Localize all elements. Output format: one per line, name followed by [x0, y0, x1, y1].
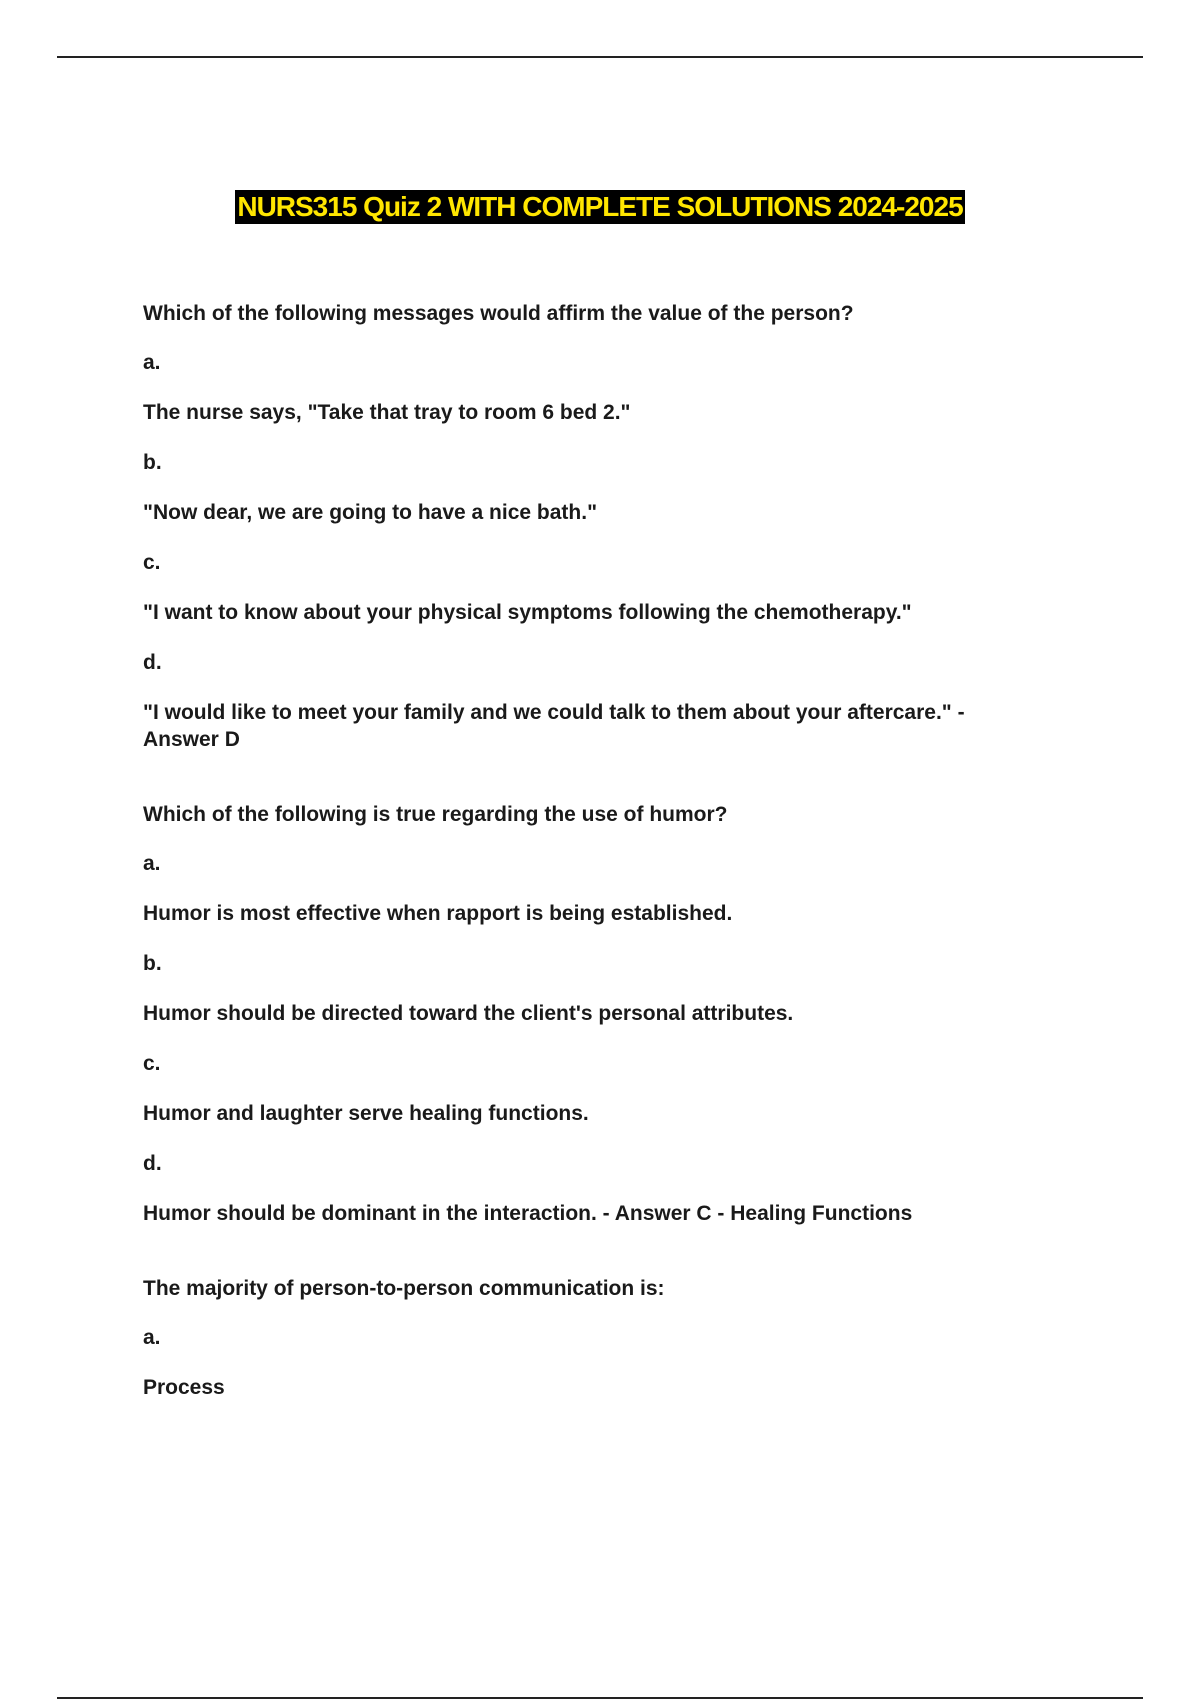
option-letter: d.: [143, 1152, 162, 1175]
question-block-2: [143, 801, 1043, 1227]
option-text-with-answer: "I would like to meet your family and we could talk to them about your aftercare." - Answer D: [143, 701, 965, 751]
option-text: Process: [143, 1376, 225, 1399]
question-block-3: [143, 1275, 1043, 1401]
quiz-content: [143, 300, 1043, 1449]
question-text: Which of the following messages would affirm the value of the person?: [143, 302, 854, 325]
option-text: "I want to know about your physical symptoms following the chemotherapy.": [143, 601, 912, 624]
option-text: The nurse says, "Take that tray to room 6 bed 2.": [143, 401, 631, 424]
document-title: NURS315 Quiz 2 WITH COMPLETE SOLUTIONS 2024-2025: [237, 191, 963, 222]
option-text: Humor is most effective when rapport is being established.: [143, 902, 733, 925]
question-block-1: [143, 300, 1043, 753]
bottom-rule: [57, 1697, 1143, 1699]
option-letter: b.: [143, 952, 162, 975]
option-letter: b.: [143, 451, 162, 474]
option-letter: c.: [143, 551, 161, 574]
top-rule: [57, 56, 1143, 58]
option-letter: c.: [143, 1052, 161, 1075]
option-letter: d.: [143, 651, 162, 674]
title-container: [0, 190, 1200, 224]
option-text-with-answer: Humor should be dominant in the interaction. - Answer C - Healing Functions: [143, 1202, 913, 1225]
option-text: Humor should be directed toward the client's personal attributes.: [143, 1002, 794, 1025]
option-text: "Now dear, we are going to have a nice bath.": [143, 501, 598, 524]
option-text: Humor and laughter serve healing functions.: [143, 1102, 589, 1125]
option-letter: a.: [143, 351, 161, 374]
question-text: Which of the following is true regarding the use of humor?: [143, 803, 728, 826]
option-letter: a.: [143, 1326, 161, 1349]
question-text: The majority of person-to-person communication is:: [143, 1277, 665, 1300]
option-letter: a.: [143, 852, 161, 875]
